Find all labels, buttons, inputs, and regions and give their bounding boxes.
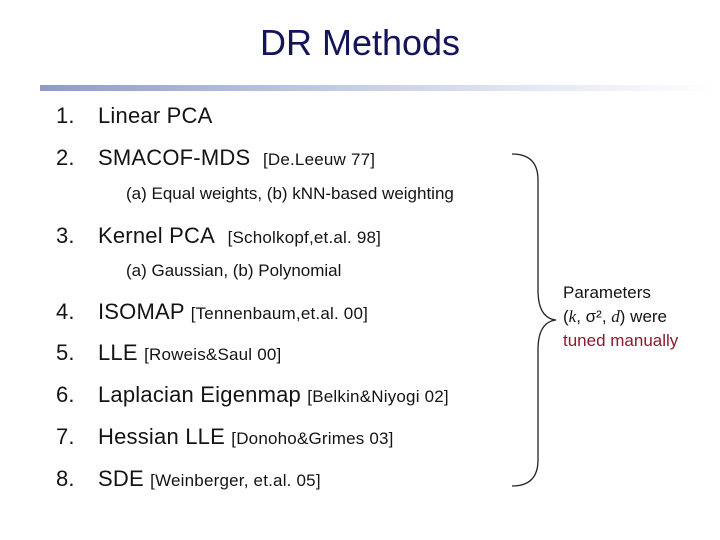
param-k: k: [568, 307, 577, 326]
method-reference: [Belkin&Niyogi 02]: [307, 387, 449, 406]
method-item-linear-pca: [56, 103, 213, 129]
note-line-parameter-list: (k, σ², d) were: [563, 307, 668, 326]
method-number: 1.: [56, 103, 75, 128]
method-reference: [Scholkopf,et.al. 98]: [227, 228, 382, 247]
method-number: 6.: [56, 382, 75, 407]
method-item-kernel-pca: [56, 223, 381, 249]
param-sigma: σ²: [585, 307, 602, 326]
note-line-parameters: Parameters: [563, 283, 651, 302]
method-name: SMACOF-MDS: [98, 145, 251, 170]
method-number: 7.: [56, 424, 75, 449]
method-name: Hessian LLE: [98, 424, 225, 449]
smacof-variants: (a) Equal weights, (b) kNN-based weighting: [126, 184, 454, 203]
method-reference: [Donoho&Grimes 03]: [231, 429, 394, 448]
title-underline: [40, 85, 720, 91]
method-item-lle: [56, 340, 281, 366]
method-item-smacof-mds: [56, 145, 375, 171]
method-item-laplacian-eigenmap: [56, 382, 449, 408]
parameters-note: [563, 281, 713, 353]
method-item-sde: [56, 466, 321, 492]
method-reference: [Weinberger, et.al. 05]: [150, 471, 321, 490]
slide-title: DR Methods: [259, 22, 461, 63]
method-name: LLE: [98, 340, 138, 365]
method-item-hessian-lle: [56, 424, 394, 450]
method-number: 5.: [56, 340, 75, 365]
method-name: ISOMAP: [98, 299, 185, 324]
method-reference: [Roweis&Saul 00]: [144, 345, 282, 364]
method-reference: [Tennenbaum,et.al. 00]: [190, 304, 369, 323]
param-d: d: [611, 307, 620, 326]
right-curly-brace: [510, 150, 558, 490]
method-name: SDE: [98, 466, 144, 491]
method-name: Laplacian Eigenmap: [98, 382, 301, 407]
method-item-isomap: [56, 299, 368, 325]
method-name: Kernel PCA: [98, 223, 215, 248]
method-reference: [De.Leeuw 77]: [262, 150, 376, 169]
method-number: 4.: [56, 299, 75, 324]
method-number: 2.: [56, 145, 75, 170]
method-number: 3.: [56, 223, 75, 248]
kernel-variants: (a) Gaussian, (b) Polynomial: [126, 261, 342, 280]
method-name: Linear PCA: [98, 103, 213, 128]
note-line-tuned-manually: tuned manually: [563, 331, 679, 350]
method-number: 8.: [56, 466, 75, 491]
